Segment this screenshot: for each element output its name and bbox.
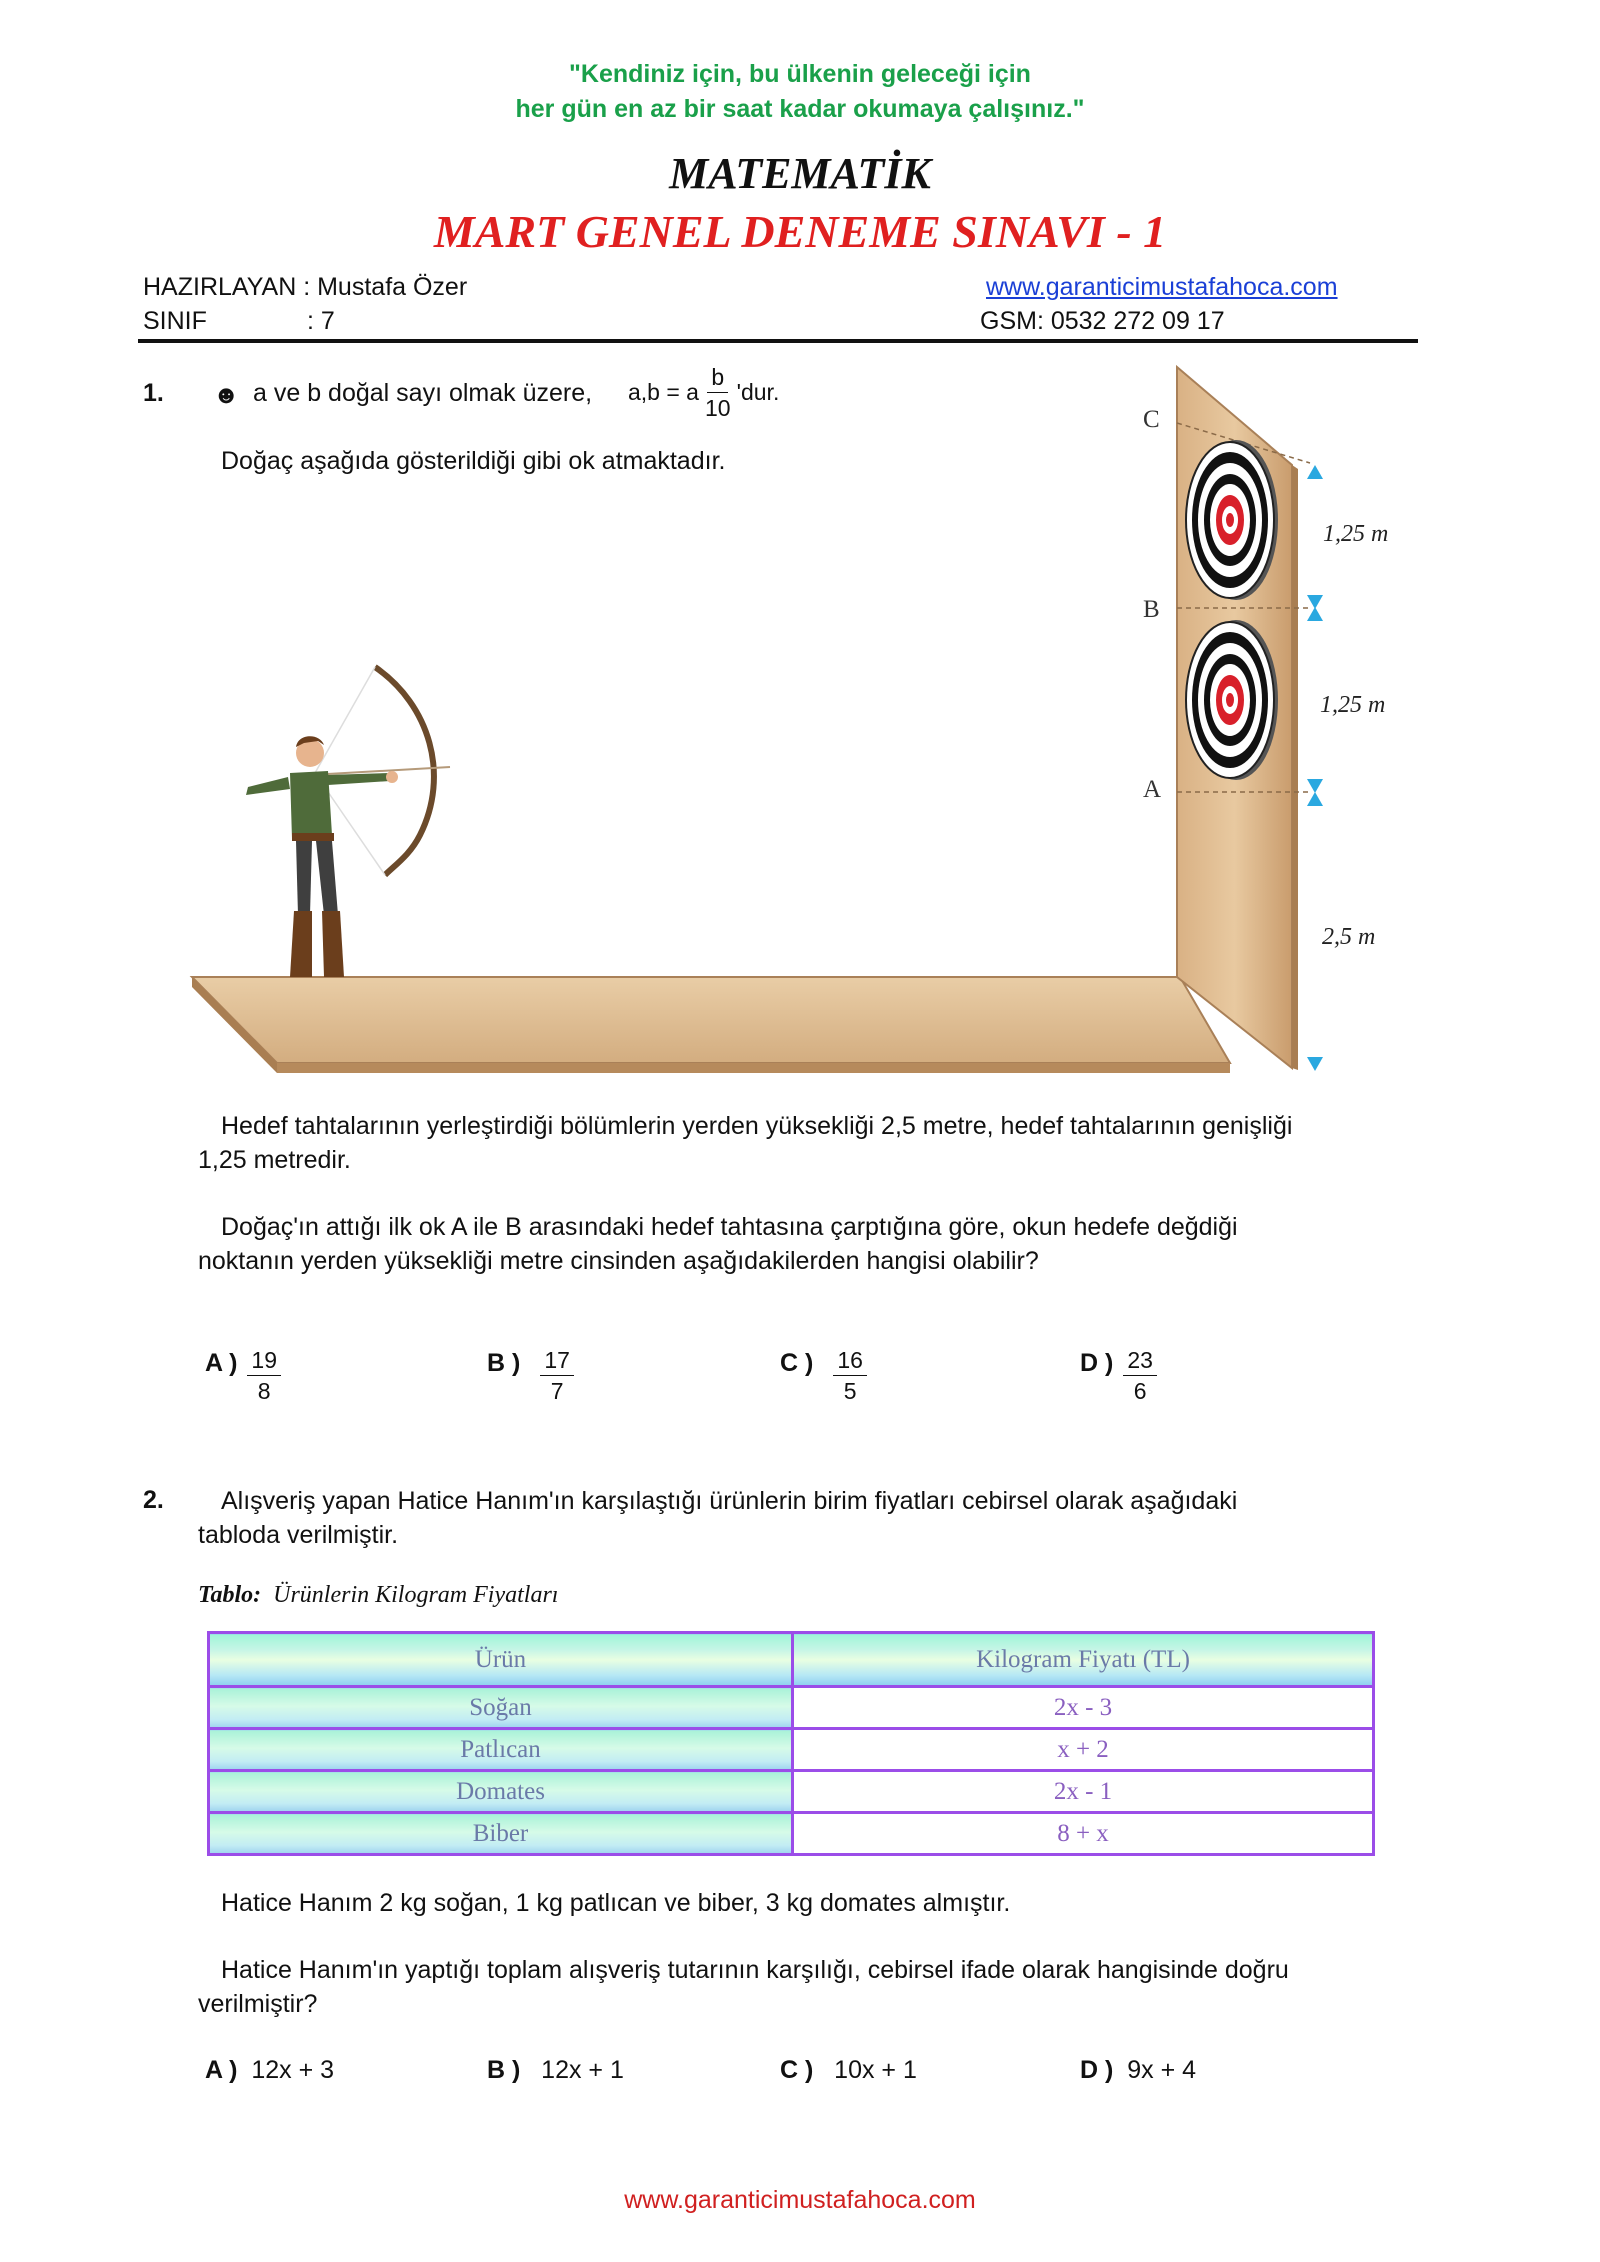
q2-option-c[interactable]: [780, 2053, 917, 2088]
numerator: 19: [247, 1345, 281, 1376]
option-letter: B ): [487, 2056, 521, 2084]
q1-option-b[interactable]: [487, 1345, 574, 1406]
q2-option-a[interactable]: [205, 2053, 334, 2088]
label-a: A: [1143, 776, 1162, 803]
q1-option-a[interactable]: [205, 1345, 281, 1406]
label-b: B: [1143, 596, 1160, 623]
dimension-mid-label: 1,25 m: [1320, 692, 1386, 718]
table-header-price: Kilogram Fiyatı (TL): [793, 1633, 1374, 1687]
numerator: 23: [1123, 1345, 1157, 1376]
product-cell: Soğan: [209, 1687, 793, 1729]
option-letter: A ): [205, 2056, 238, 2084]
product-cell: Patlıcan: [209, 1729, 793, 1771]
question-2-intro-line2: tabloda verilmiştir.: [198, 1521, 399, 1549]
question-2-para1: Hatice Hanım 2 kg soğan, 1 kg patlıcan ve biber, 3 kg domates almıştır.: [221, 1889, 1011, 1917]
formula-numerator: b: [707, 362, 728, 393]
price-cell: 8 + x: [793, 1813, 1374, 1855]
dimension-arrow-top: [1307, 465, 1323, 609]
q1-option-d[interactable]: [1080, 1345, 1157, 1406]
formula-suffix: 'dur.: [736, 379, 780, 405]
motto-line-1: "Kendiniz için, bu ülkenin geleceği için: [569, 60, 1031, 88]
question-1-para1-line1: Hedef tahtalarının yerleştirdiği bölümlerin yerden yüksekliği 2,5 metre, hedef tahtalarının genişliği: [221, 1112, 1293, 1140]
target-upper: [1186, 440, 1278, 600]
option-fraction: [833, 1345, 867, 1406]
product-cell: Biber: [209, 1813, 793, 1855]
option-text: 9x + 4: [1127, 2056, 1197, 2084]
denominator: 8: [257, 1378, 271, 1404]
motto-line-2: her gün en az bir saat kadar okumaya çalışınız.": [515, 95, 1085, 123]
label-c: C: [1143, 406, 1160, 433]
prepared-by: HAZIRLAYAN : Mustafa Özer: [143, 273, 468, 301]
denominator: 7: [550, 1378, 564, 1404]
smiley-bullet-icon: ☻: [213, 381, 240, 409]
denominator: 5: [843, 1378, 857, 1404]
option-letter: D ): [1080, 2056, 1114, 2084]
table-header-product: Ürün: [209, 1633, 793, 1687]
option-fraction: [540, 1345, 574, 1406]
table-row: [209, 1771, 1374, 1813]
price-cell: 2x - 3: [793, 1687, 1374, 1729]
question-2-para2-line2: verilmiştir?: [198, 1990, 318, 2018]
price-cell: x + 2: [793, 1729, 1374, 1771]
option-text: 12x + 3: [251, 2056, 335, 2084]
option-text: 12x + 1: [541, 2056, 624, 2084]
option-fraction: [247, 1345, 281, 1406]
denominator: 6: [1133, 1378, 1147, 1404]
numerator: 16: [833, 1345, 867, 1376]
question-1-para1-line2: 1,25 metredir.: [198, 1146, 351, 1174]
archery-figure: [180, 355, 1420, 1095]
header-divider: [138, 339, 1418, 343]
subject-title: MATEMATİK: [669, 149, 931, 198]
option-letter: D ): [1080, 1349, 1114, 1377]
question-2-number: 2.: [143, 1486, 164, 1514]
q2-option-b[interactable]: [487, 2053, 624, 2088]
price-cell: 2x - 1: [793, 1771, 1374, 1813]
website-link[interactable]: www.garanticimustafahoca.com: [986, 273, 1338, 301]
table-caption-label: Tablo:: [198, 1582, 262, 1608]
question-2-para2-line1: Hatice Hanım'ın yaptığı toplam alışveriş tutarının karşılığı, cebirsel ifade olarak hangisinde doğru: [221, 1956, 1289, 1984]
price-table: [207, 1631, 1375, 1856]
dimension-arrow-bottom: [1307, 792, 1323, 1071]
question-1-para2-line1: Doğaç'ın attığı ilk ok A ile B arasındaki hedef tahtasına çarptığına göre, okun hedefe değdiği: [221, 1213, 1238, 1241]
dimension-top-label: 1,25 m: [1323, 521, 1389, 547]
phone-number: GSM: 0532 272 09 17: [980, 307, 1225, 335]
dimension-bottom-label: 2,5 m: [1322, 924, 1376, 950]
question-1-number: 1.: [143, 379, 164, 407]
option-letter: C ): [780, 2056, 814, 2084]
target-lower: [1186, 620, 1278, 780]
formula-left: a,b = a: [628, 379, 699, 405]
question-1-para2-line2: noktanın yerden yüksekliği metre cinsinden aşağıdakilerden hangisi olabilir?: [198, 1247, 1039, 1275]
table-row: [209, 1729, 1374, 1771]
exam-title: MART GENEL DENEME SINAVI - 1: [433, 206, 1167, 257]
floor-plank: [192, 977, 1230, 1063]
floor-edge: [277, 1063, 1230, 1073]
option-letter: A ): [205, 1349, 238, 1377]
option-fraction: [1123, 1345, 1157, 1406]
numerator: 17: [540, 1345, 574, 1376]
target-wall-side: [1292, 465, 1298, 1070]
table-caption: [198, 1582, 558, 1609]
option-letter: C ): [780, 1349, 814, 1377]
product-cell: Domates: [209, 1771, 793, 1813]
question-1-line2: Doğaç aşağıda gösterildiği gibi ok atmaktadır.: [221, 447, 726, 475]
question-2-intro-line1: Alışveriş yapan Hatice Hanım'ın karşılaştığı ürünlerin birim fiyatları cebirsel olarak aşağıdaki: [221, 1487, 1238, 1515]
footer-website[interactable]: www.garanticimustafahoca.com: [624, 2186, 976, 2214]
table-caption-text: Ürünlerin Kilogram Fiyatları: [273, 1582, 559, 1608]
class-label: SINIF: [143, 307, 207, 335]
option-text: 10x + 1: [834, 2056, 917, 2084]
question-1-intro: a ve b doğal sayı olmak üzere,: [253, 379, 593, 407]
table-row: [209, 1687, 1374, 1729]
option-letter: B ): [487, 1349, 521, 1377]
q2-option-d[interactable]: [1080, 2053, 1196, 2088]
table-row: [209, 1813, 1374, 1855]
formula-denominator: 10: [704, 395, 731, 421]
q1-option-c[interactable]: [780, 1345, 867, 1406]
table-header-row: [209, 1633, 1374, 1687]
class-value: : 7: [307, 307, 335, 335]
archer: [246, 667, 450, 977]
